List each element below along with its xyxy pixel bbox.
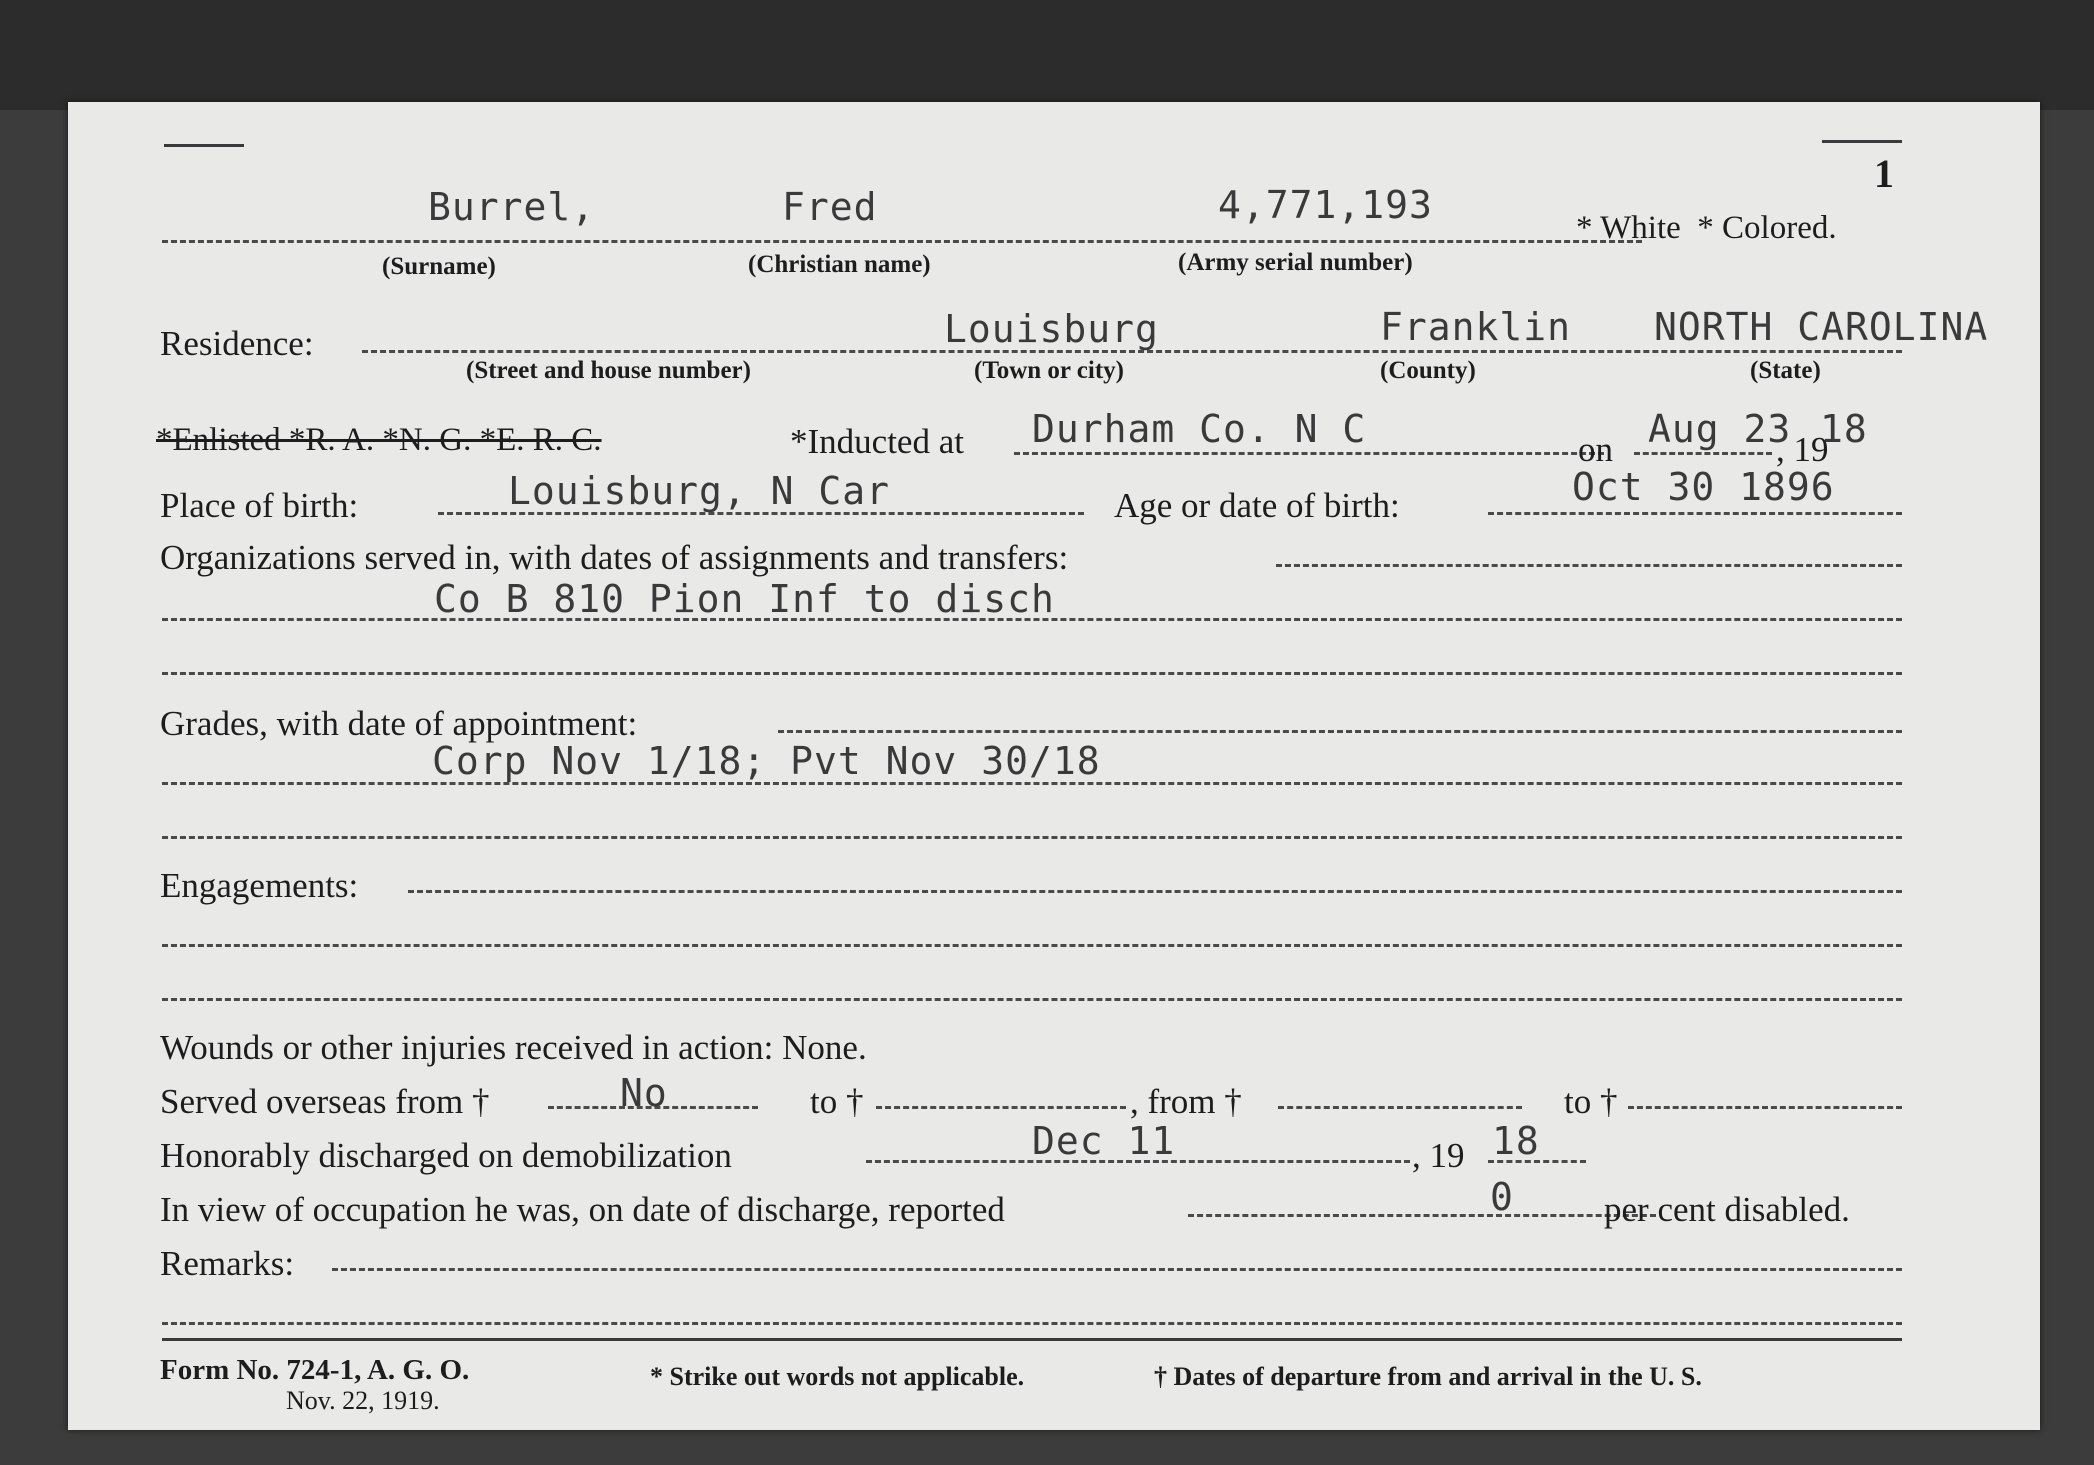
- engagements-line-1: [408, 890, 1902, 893]
- inducted-line: [1014, 452, 1604, 455]
- engagements-label: Engagements:: [160, 866, 359, 905]
- birthplace-label: Place of birth:: [160, 486, 359, 525]
- discharge-year-line: [1488, 1160, 1586, 1163]
- overseas-to-line-1: [876, 1106, 1126, 1109]
- engagements-line-3: [162, 998, 1902, 1001]
- overseas-from-value: No: [620, 1071, 668, 1115]
- grades-line-1: [778, 730, 1902, 733]
- state-label: (State): [1750, 357, 1821, 384]
- discharge-year-prefix: , 19: [1412, 1136, 1465, 1175]
- form-number: Form No. 724-1, A. G. O.: [160, 1354, 470, 1386]
- overseas-to-label-2: to †: [1564, 1082, 1618, 1121]
- residence-county-value: Franklin: [1380, 305, 1572, 349]
- overseas-to-label-1: to †: [810, 1082, 864, 1121]
- residence-town-value: Louisburg: [944, 307, 1159, 351]
- surname-value: Burrel,: [428, 185, 596, 229]
- birthplace-line: [438, 512, 1084, 515]
- wounds-text: Wounds or other injuries received in action: None.: [160, 1028, 867, 1067]
- birthdate-label: Age or date of birth:: [1114, 486, 1400, 525]
- organizations-value: Co B 810 Pion Inf to disch: [434, 577, 1055, 621]
- residence-state-value: NORTH CAROLINA: [1654, 305, 1989, 349]
- residence-label: Residence:: [160, 324, 314, 363]
- surname-label: (Surname): [382, 253, 496, 280]
- inducted-label: *Inducted at: [790, 422, 964, 461]
- birthdate-line: [1488, 512, 1902, 515]
- strike-note: * Strike out words not applicable.: [650, 1362, 1025, 1391]
- inducted-year-value: 18: [1820, 407, 1868, 451]
- birthdate-value: Oct 30 1896: [1572, 465, 1835, 509]
- street-label: (Street and house number): [466, 357, 751, 384]
- organizations-line-3: [162, 672, 1902, 675]
- card-number: 1: [1874, 151, 1894, 196]
- footer-rule: [162, 1338, 1902, 1341]
- christian-name-value: Fred: [782, 185, 878, 229]
- overseas-to-line-2: [1628, 1106, 1902, 1109]
- dates-note: † Dates of departure from and arrival in the U. S.: [1154, 1362, 1702, 1391]
- remarks-label: Remarks:: [160, 1244, 295, 1283]
- discharge-year-value: 18: [1492, 1119, 1540, 1163]
- organizations-label: Organizations served in, with dates of assignments and transfers:: [160, 538, 1069, 577]
- inducted-date-value: Aug 23: [1648, 407, 1792, 451]
- disability-line: [1188, 1214, 1656, 1217]
- overseas-from-label: Served overseas from †: [160, 1082, 490, 1121]
- remarks-line-1: [332, 1268, 1902, 1271]
- record-card: [68, 102, 2040, 1430]
- disability-value: 0: [1490, 1175, 1514, 1219]
- organizations-line-2: [162, 618, 1902, 621]
- overseas-from-label-2: , from †: [1130, 1082, 1242, 1121]
- top-right-rule: [1822, 140, 1902, 143]
- percent-disabled-label: per cent disabled.: [1604, 1190, 1850, 1229]
- inducted-place-value: Durham Co. N C: [1032, 407, 1367, 451]
- on-label: on: [1578, 430, 1613, 469]
- discharge-date-line: [866, 1160, 1410, 1163]
- discharge-date-value: Dec 11: [1032, 1119, 1176, 1163]
- background-top: [0, 0, 2094, 110]
- grades-label: Grades, with date of appointment:: [160, 704, 638, 743]
- grades-line-3: [162, 836, 1902, 839]
- inducted-year-prefix: , 19: [1776, 430, 1829, 469]
- enlistment-options: *Enlisted *R. A. *N. G. *E. R. C.: [156, 422, 602, 458]
- form-date: Nov. 22, 1919.: [286, 1386, 440, 1415]
- town-label: (Town or city): [974, 357, 1124, 384]
- remarks-line-2: [162, 1322, 1902, 1325]
- engagements-line-2: [162, 944, 1902, 947]
- top-left-rule: [164, 144, 244, 147]
- serial-number-label: (Army serial number): [1178, 249, 1413, 276]
- inducted-date-line: [1634, 452, 1772, 455]
- discharge-label: Honorably discharged on demobilization: [160, 1136, 732, 1175]
- grades-line-2: [162, 782, 1902, 785]
- county-label: (County): [1380, 357, 1476, 384]
- birthplace-value: Louisburg, N Car: [508, 469, 891, 513]
- christian-name-label: (Christian name): [748, 251, 931, 278]
- race-options: * White * Colored.: [1576, 210, 1837, 246]
- overseas-from-line-2: [1278, 1106, 1522, 1109]
- grades-value: Corp Nov 1/18; Pvt Nov 30/18: [432, 739, 1101, 783]
- name-line: [162, 240, 1642, 243]
- serial-number-value: 4,771,193: [1218, 183, 1433, 227]
- disability-label: In view of occupation he was, on date of discharge, reported: [160, 1190, 1005, 1229]
- organizations-line-1: [1276, 564, 1902, 567]
